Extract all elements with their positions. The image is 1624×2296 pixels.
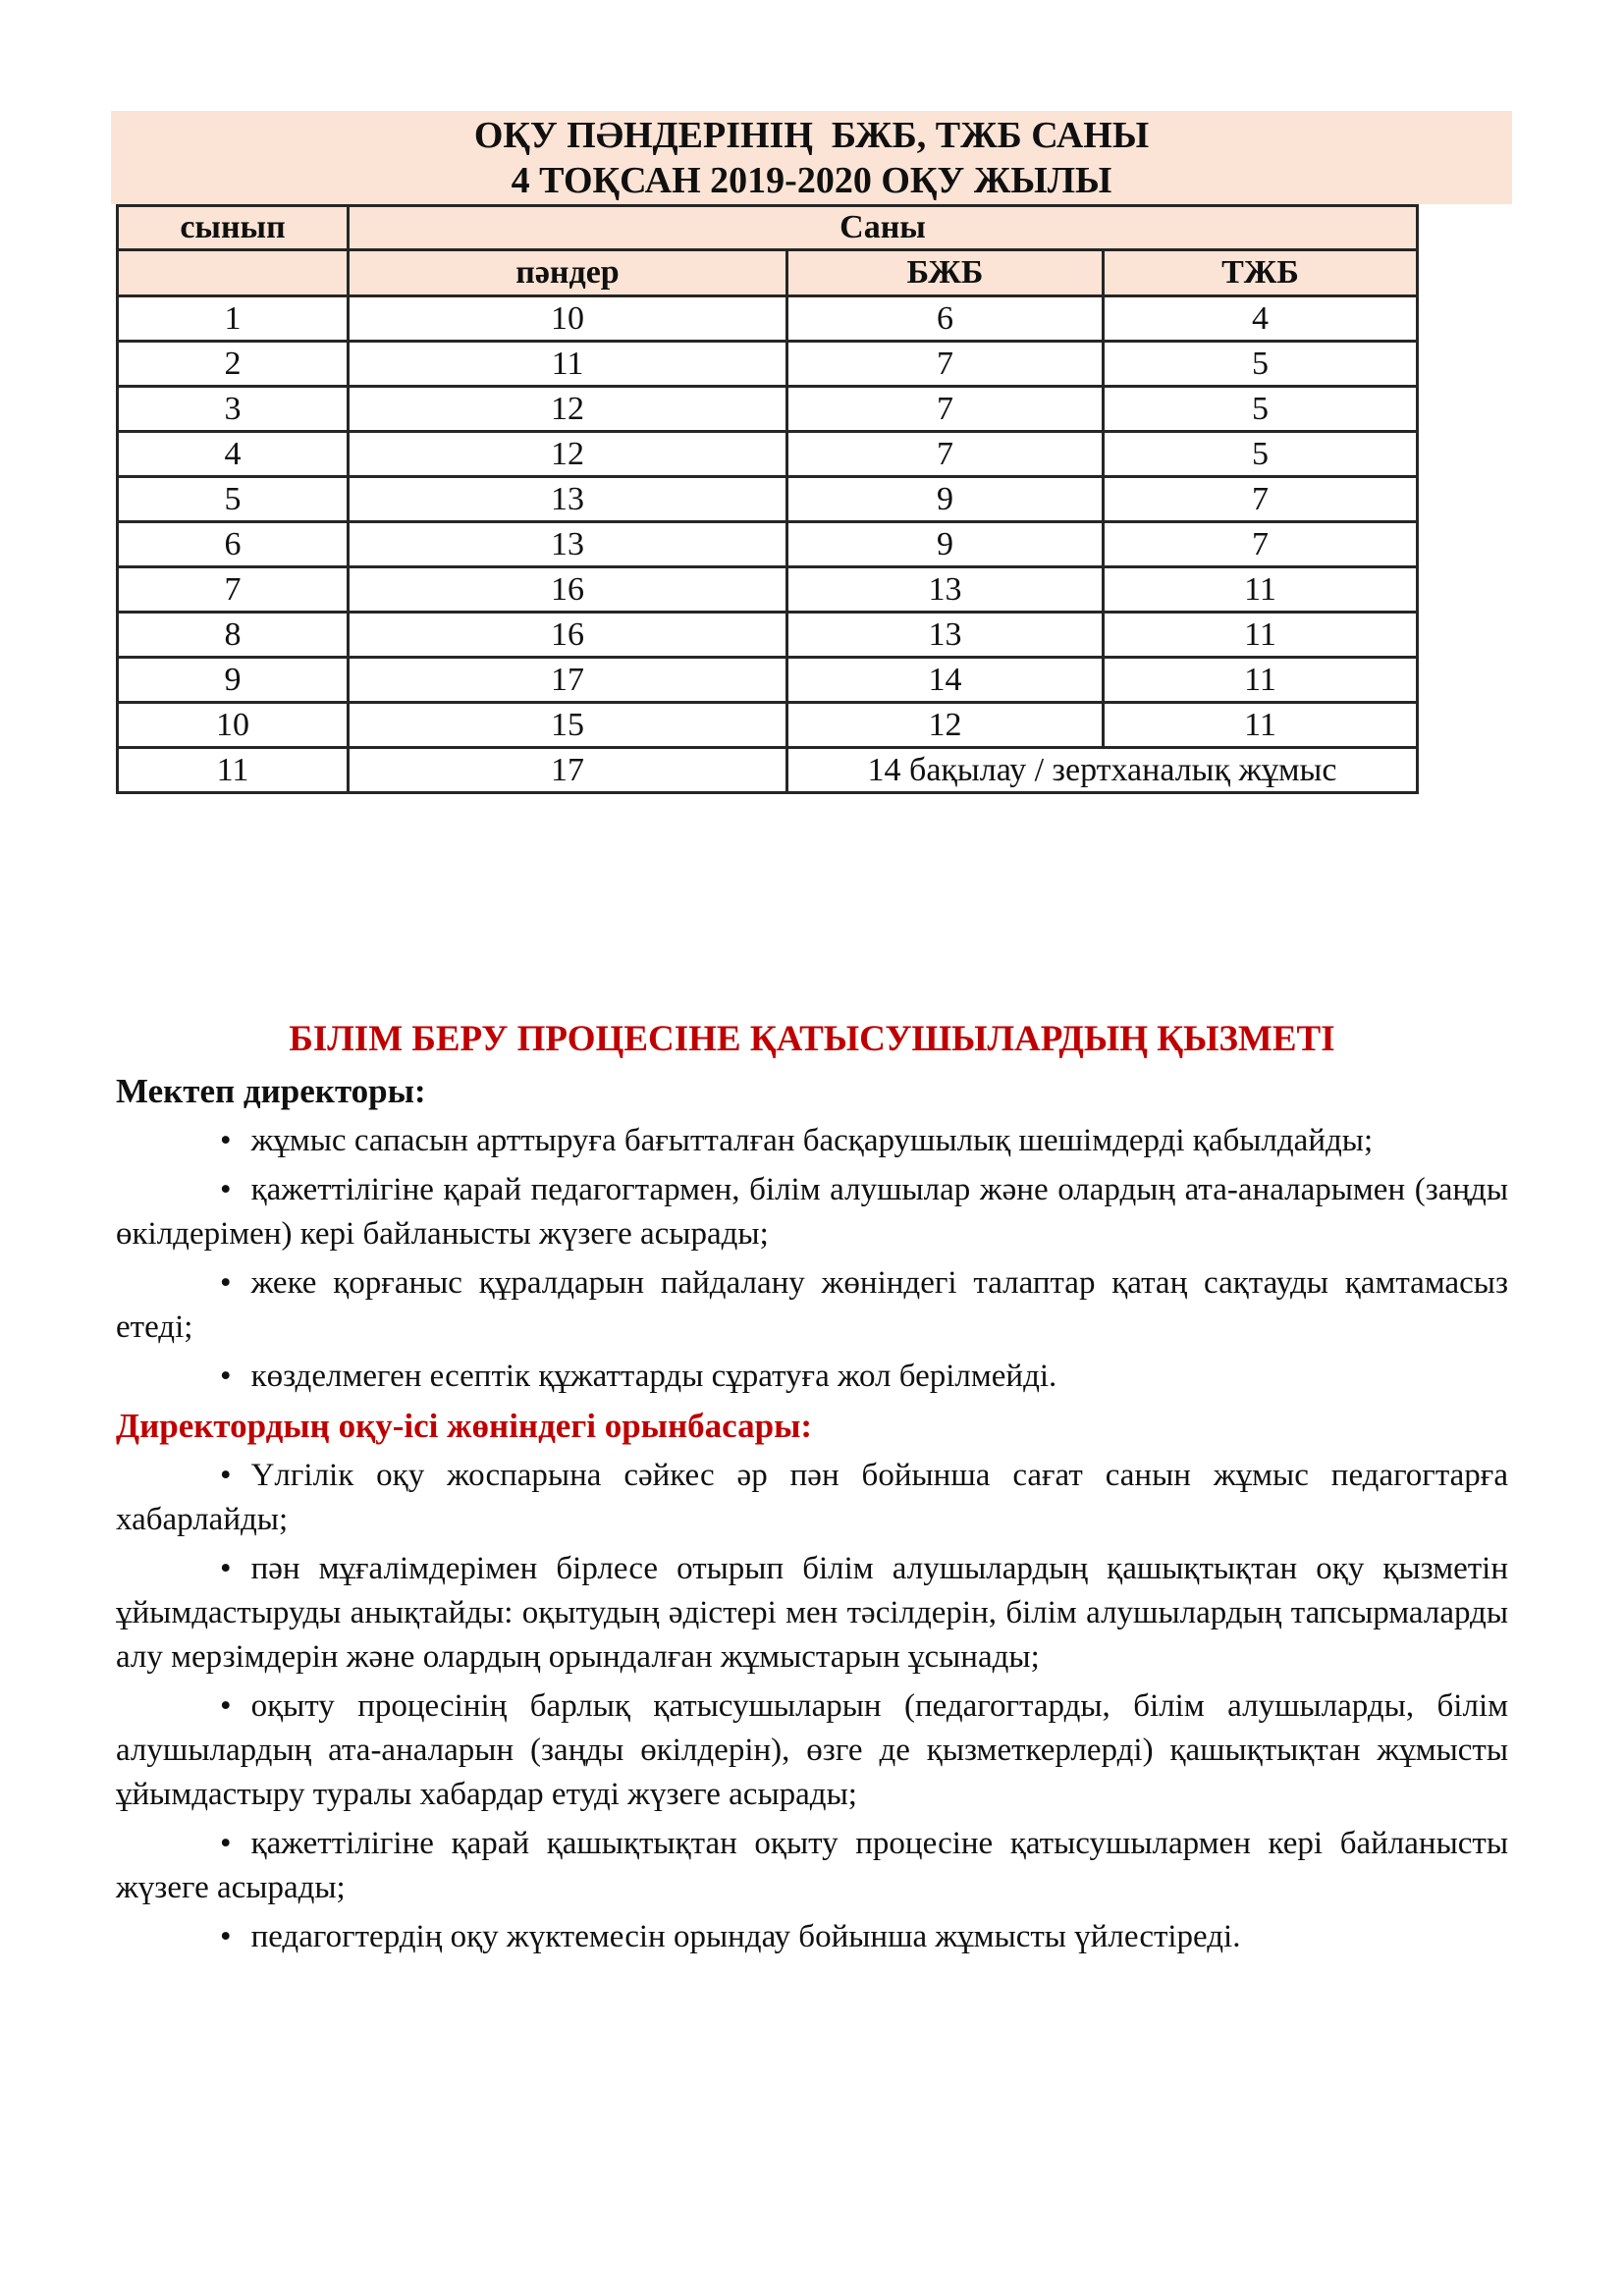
cell-subjects: 16 [349, 567, 787, 613]
bullet-text: оқыту процесінің барлық қатысушыларын (педагогтарды, білім алушыларды, білім алушылардың ата-аналарын (заңды өкілдерін), өзге де қызметкерлерді) қашықтықтан жұмысты ұйымдастыру туралы хабардар етуді жүзеге асырады; [116, 1688, 1508, 1812]
table-header-row-1 [118, 206, 1418, 250]
director-bullet-2 [116, 1168, 1508, 1256]
cell-bjb: 9 [787, 477, 1104, 522]
bullet-marker-icon: • [220, 1551, 232, 1586]
cell-bjb: 9 [787, 522, 1104, 567]
cell-bjb: 13 [787, 613, 1104, 658]
cell-tjb: 5 [1104, 387, 1418, 432]
header-bjb: БЖБ [787, 250, 1104, 296]
cell-tjb: 11 [1104, 703, 1418, 748]
section-heading: БІЛІМ БЕРУ ПРОЦЕСІНЕ ҚАТЫСУШЫЛАРДЫҢ ҚЫЗМЕТІ [289, 1019, 1335, 1059]
cell-class: 4 [118, 432, 349, 477]
bullet-text: жұмыс сапасын арттыруға бағытталған басқарушылық шешімдерді қабылдайды; [250, 1123, 1374, 1158]
cell-class: 7 [118, 567, 349, 613]
deputy-bullet-3 [116, 1684, 1508, 1817]
bullet-text: қажеттілігіне қарай қашықтықтан оқыту процесіне қатысушылармен кері байланысты жүзеге асырады; [116, 1826, 1508, 1905]
cell-subjects: 13 [349, 522, 787, 567]
table-row [118, 522, 1418, 567]
cell-class: 8 [118, 613, 349, 658]
cell-subjects: 12 [349, 387, 787, 432]
director-bullet-4 [116, 1355, 1508, 1399]
cell-subjects: 16 [349, 613, 787, 658]
cell-tjb: 5 [1104, 432, 1418, 477]
cell-class: 10 [118, 703, 349, 748]
cell-tjb: 7 [1104, 522, 1418, 567]
table-row [118, 703, 1418, 748]
table-row-merged [118, 748, 1418, 793]
cell-subjects: 17 [349, 748, 787, 793]
subjects-table-wrapper [116, 204, 1419, 794]
bullet-text: педагогтердің оқу жүктемесін орындау бойынша жұмысты үйлестіреді. [250, 1919, 1241, 1954]
cell-bjb: 7 [787, 342, 1104, 387]
cell-subjects: 15 [349, 703, 787, 748]
table-title-line-1: ОҚУ ПӘНДЕРІНІҢ БЖБ, ТЖБ САНЫ [473, 115, 1150, 156]
table-row [118, 432, 1418, 477]
header-subjects: пәндер [349, 250, 787, 296]
header-count-group: Саны [349, 206, 1418, 250]
cell-tjb: 4 [1104, 296, 1418, 342]
table-title-line-2: 4 ТОҚСАН 2019-2020 ОҚУ ЖЫЛЫ [511, 160, 1112, 201]
table-row [118, 477, 1418, 522]
bullet-marker-icon: • [220, 1919, 232, 1954]
table-row [118, 613, 1418, 658]
bullet-marker-icon: • [220, 1172, 232, 1207]
cell-subjects: 11 [349, 342, 787, 387]
cell-tjb: 11 [1104, 613, 1418, 658]
cell-bjb: 13 [787, 567, 1104, 613]
bullet-marker-icon: • [220, 1123, 232, 1158]
cell-class: 9 [118, 658, 349, 703]
subjects-table [116, 204, 1419, 794]
deputy-bullet-5 [116, 1915, 1508, 1959]
table-title-band [111, 111, 1512, 204]
deputy-bullet-2 [116, 1547, 1508, 1680]
cell-bjb: 14 [787, 658, 1104, 703]
director-heading: Мектеп директоры: [116, 1072, 426, 1110]
cell-subjects: 17 [349, 658, 787, 703]
table-row [118, 296, 1418, 342]
cell-tjb: 11 [1104, 658, 1418, 703]
bullet-text: жеке қорғаныс құралдарын пайдалану жөніндегі талаптар қатаң сақтауды қамтамасыз етеді; [116, 1265, 1508, 1345]
cell-tjb: 7 [1104, 477, 1418, 522]
director-bullet-3 [116, 1261, 1508, 1350]
cell-class: 1 [118, 296, 349, 342]
header-tjb: ТЖБ [1104, 250, 1418, 296]
director-bullet-1 [116, 1119, 1508, 1163]
header-empty [118, 250, 349, 296]
table-header-row-2 [118, 250, 1418, 296]
cell-class: 6 [118, 522, 349, 567]
cell-bjb: 6 [787, 296, 1104, 342]
cell-class: 11 [118, 748, 349, 793]
table-row [118, 658, 1418, 703]
bullet-marker-icon: • [220, 1265, 232, 1301]
cell-subjects: 10 [349, 296, 787, 342]
bullet-marker-icon: • [220, 1458, 232, 1493]
cell-class: 5 [118, 477, 349, 522]
cell-merged-note: 14 бақылау / зертханалық жұмыс [787, 748, 1418, 793]
table-row [118, 387, 1418, 432]
cell-class: 3 [118, 387, 349, 432]
deputy-heading: Директордың оқу-ісі жөніндегі орынбасары: [116, 1407, 813, 1445]
deputy-bullet-4 [116, 1822, 1508, 1910]
deputy-bullet-1 [116, 1454, 1508, 1542]
cell-tjb: 11 [1104, 567, 1418, 613]
bullet-text: пән мұғалімдерімен бірлесе отырып білім алушылардың қашықтықтан оқу қызметін ұйымдастыруды анықтайды: оқытудың әдістері мен тәсілдерін, білім алушылардың тапсырмаларды алу мерзімдерін және олардың орындалған жұмыстарын ұсынады; [116, 1551, 1508, 1675]
cell-subjects: 12 [349, 432, 787, 477]
cell-tjb: 5 [1104, 342, 1418, 387]
cell-class: 2 [118, 342, 349, 387]
table-row [118, 342, 1418, 387]
cell-bjb: 12 [787, 703, 1104, 748]
table-row [118, 567, 1418, 613]
bullet-text: көзделмеген есептік құжаттарды сұратуға жол берілмейді. [250, 1359, 1057, 1394]
cell-bjb: 7 [787, 432, 1104, 477]
bullet-marker-icon: • [220, 1359, 232, 1394]
bullet-marker-icon: • [220, 1688, 232, 1724]
cell-bjb: 7 [787, 387, 1104, 432]
cell-subjects: 13 [349, 477, 787, 522]
bullet-text: Үлгілік оқу жоспарына сәйкес әр пән бойынша сағат санын жұмыс педагогтарға хабарлайды; [116, 1458, 1508, 1537]
header-class: сынып [118, 206, 349, 250]
text-block [116, 1016, 1508, 1959]
bullet-marker-icon: • [220, 1826, 232, 1861]
bullet-text: қажеттілігіне қарай педагогтармен, білім алушылар және олардың ата-аналарымен (заңды өкілдерімен) кері байланысты жүзеге асырады; [116, 1172, 1508, 1252]
